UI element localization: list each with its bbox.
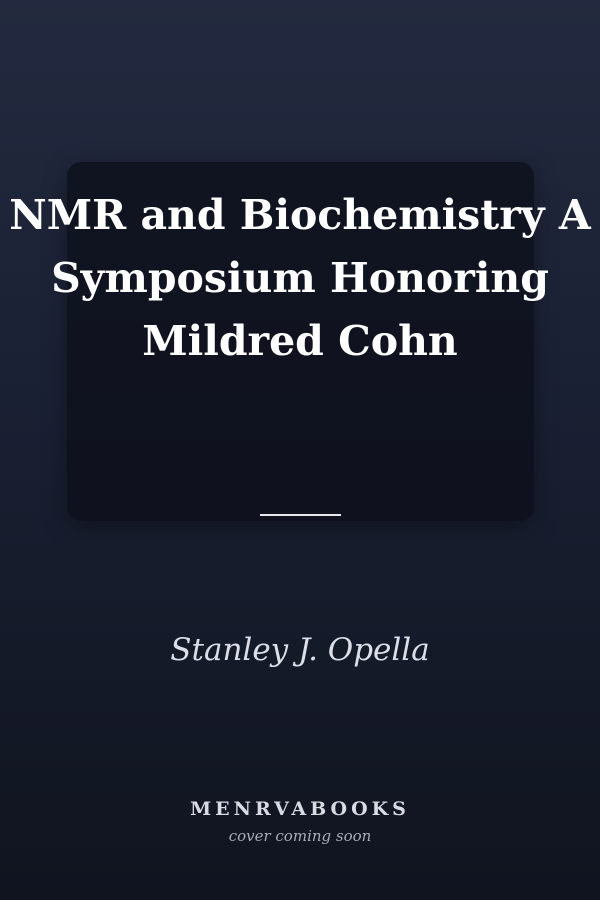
title-divider [260, 514, 341, 516]
publisher-name: MENRVABOOKS [190, 798, 410, 820]
book-author: Stanley J. Opella [170, 632, 430, 668]
book-title: NMR and Biochemistry A Symposium Honoring Mildred Cohn [9, 191, 591, 365]
cover-placeholder-note: cover coming soon [228, 827, 372, 845]
